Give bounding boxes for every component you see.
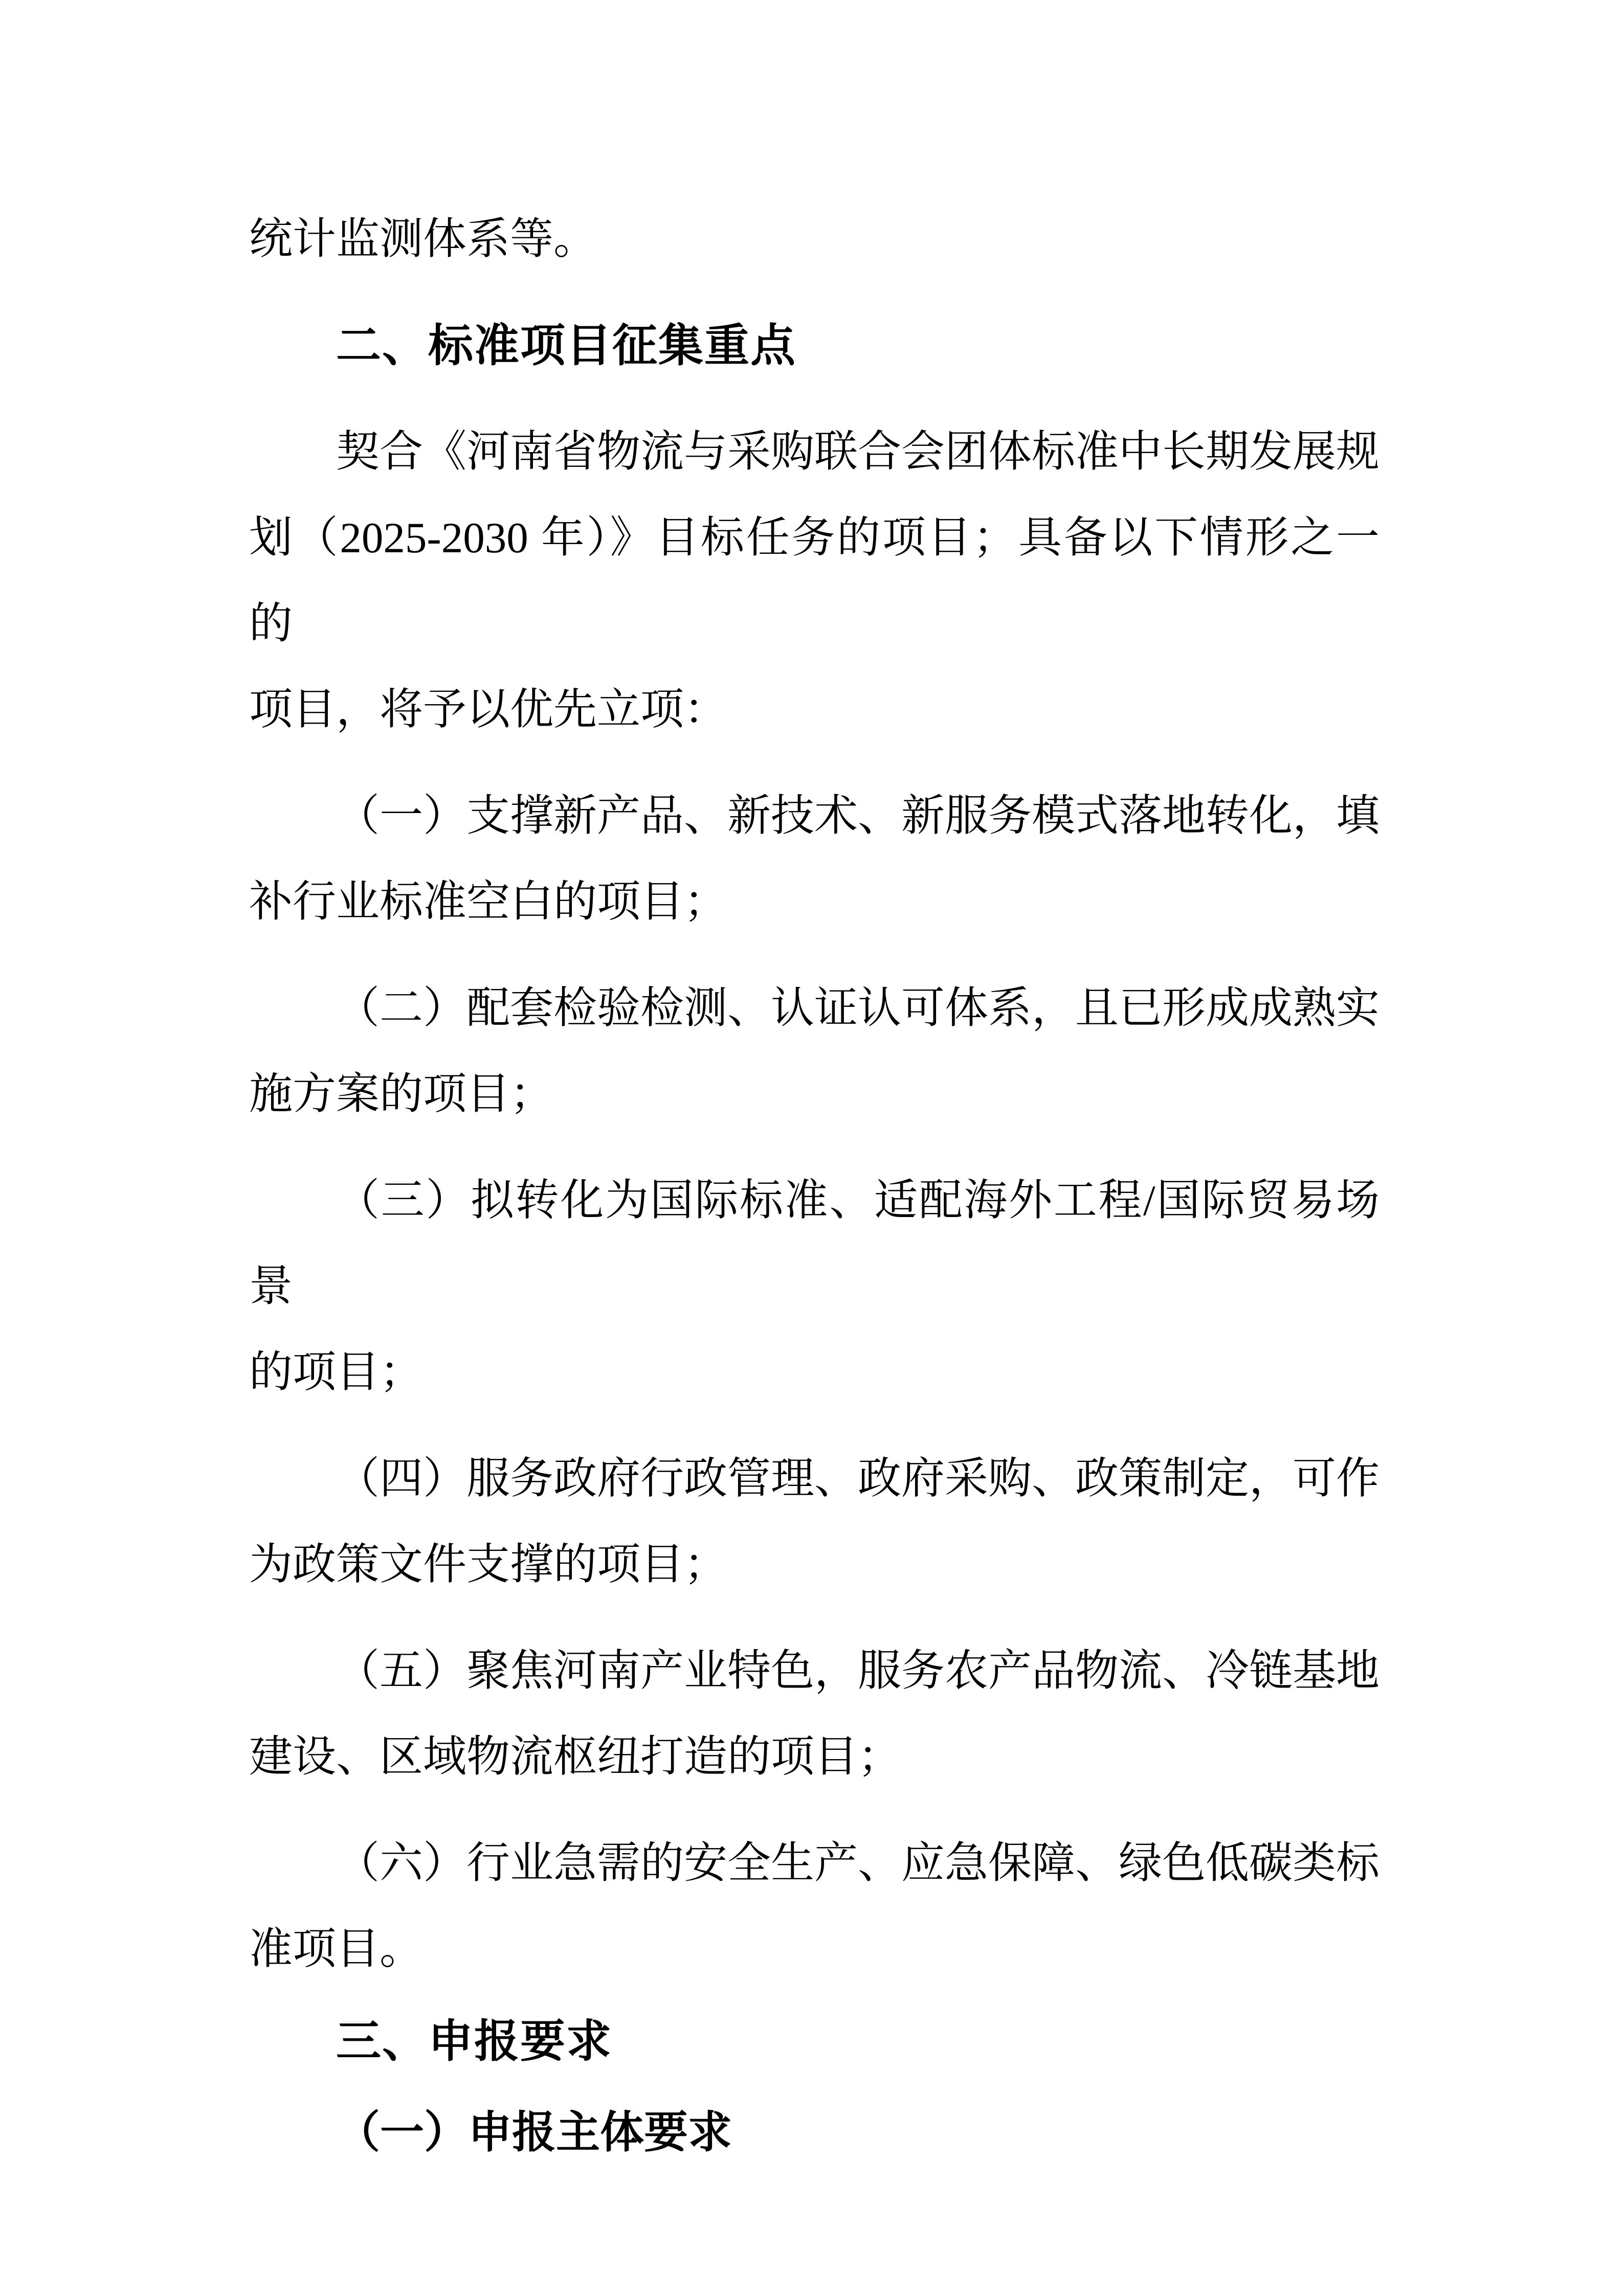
item-2-line-1: （二）配套检验检测、认证认可体系，且已形成成熟实 (336, 984, 1380, 1032)
item-4-line-2: 为政策文件支撑的项目； (249, 1541, 728, 1589)
item-2-line-2: 施方案的项目； (249, 1070, 554, 1118)
item-3-line-1: （三）拟转化为国际标准、适配海外工程/国际贸易场景 (249, 1177, 1380, 1311)
section-2-heading: 二、标准项目征集重点 (336, 320, 797, 371)
section-2-intro-line-3: 项目，将予以优先立项： (249, 686, 728, 734)
item-5-line-1: （五）聚焦河南产业特色，服务农产品物流、冷链基地 (336, 1647, 1380, 1695)
leading-paragraph-tail-line: 统计监测体系等。 (249, 215, 597, 263)
item-5-line-2: 建设、区域物流枢纽打造的项目； (249, 1733, 902, 1781)
section-3-subsection-heading: （一）申报主体要求 (336, 2108, 732, 2157)
item-6-line-2: 准项目。 (249, 1925, 424, 1973)
item-4-line-1: （四）服务政府行政管理、政府采购、政策制定，可作 (336, 1455, 1380, 1503)
section-3-heading: 三、申报要求 (336, 2016, 613, 2066)
section-2-intro-line-2: 划（2025-2030 年）》目标任务的项目；具备以下情形之一的 (249, 514, 1380, 648)
section-2-intro-line-1: 契合《河南省物流与采购联合会团体标准中长期发展规 (336, 428, 1380, 476)
item-6-line-1: （六）行业急需的安全生产、应急保障、绿色低碳类标 (336, 1839, 1380, 1887)
item-1-line-2: 补行业标准空白的项目； (249, 878, 728, 926)
item-3-line-2: 的项目； (249, 1348, 424, 1397)
item-1-line-1: （一）支撑新产品、新技术、新服务模式落地转化，填 (336, 792, 1380, 840)
